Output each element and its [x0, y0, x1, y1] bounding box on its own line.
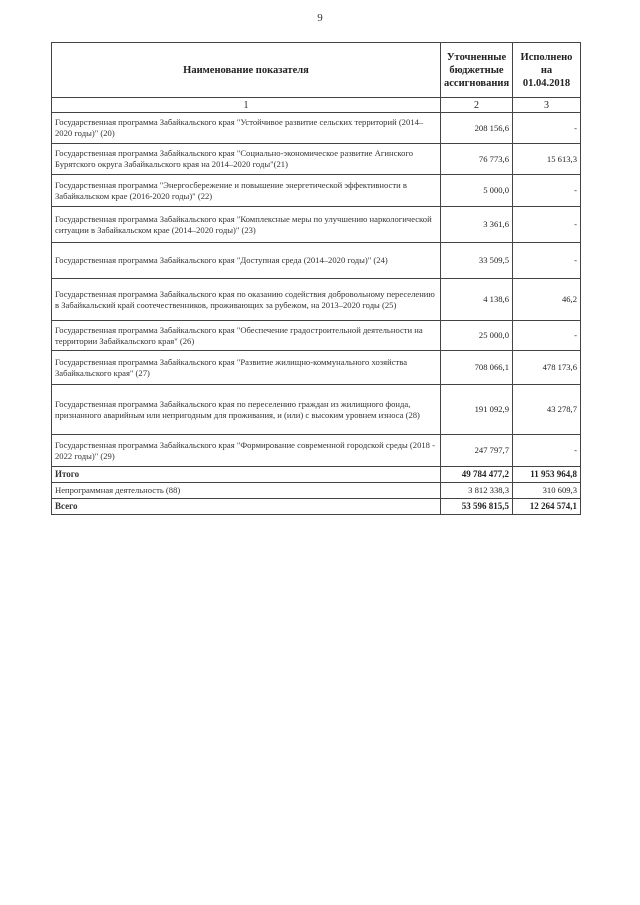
row-executed: -: [513, 435, 581, 467]
column-number: 1: [52, 98, 441, 113]
total-executed: 11 953 964,8: [513, 467, 581, 483]
table-row: [52, 144, 581, 175]
table-row: [52, 279, 581, 321]
row-name: Государственная программа Забайкальского края по оказанию содействия добровольному переселению в Забайкальский край соотечественников, проживающих за рубежом, на 2013–2020 годы (25): [52, 279, 441, 321]
budget-table: [51, 42, 581, 515]
header-planned: Уточненные бюджетные ассигнования: [441, 43, 513, 98]
table-row: [52, 351, 581, 385]
row-planned: 708 066,1: [441, 351, 513, 385]
table-row: [52, 321, 581, 351]
row-name: Государственная программа Забайкальского края "Доступная среда (2014–2020 годы)" (24): [52, 243, 441, 279]
row-executed: 46,2: [513, 279, 581, 321]
row-executed: -: [513, 321, 581, 351]
row-executed: 15 613,3: [513, 144, 581, 175]
row-executed: 43 278,7: [513, 385, 581, 435]
column-number: 3: [513, 98, 581, 113]
grand-total-planned: 53 596 815,5: [441, 499, 513, 515]
page-number: 9: [317, 12, 323, 24]
nonprogram-executed: 310 609,3: [513, 483, 581, 499]
row-name: Государственная программа Забайкальского края "Развитие жилищно-коммунального хозяйства Забайкальского края" (27): [52, 351, 441, 385]
table-row: [52, 207, 581, 243]
table-row: [52, 435, 581, 467]
row-name: Государственная программа Забайкальского края "Социально-экономическое развитие Агинского Бурятского округа Забайкальского края на 2014–2020 годы"(21): [52, 144, 441, 175]
total-row: [52, 467, 581, 483]
nonprogram-label: Непрограммная деятельность (88): [52, 483, 441, 499]
grand-total-executed: 12 264 574,1: [513, 499, 581, 515]
grand-total-label: Всего: [52, 499, 441, 515]
row-name: Государственная программа "Энергосбережение и повышение энергетической эффективности в Забайкальском крае (2016-2020 годы)" (22): [52, 175, 441, 207]
total-label: Итого: [52, 467, 441, 483]
column-number-row: [52, 98, 581, 113]
row-executed: 478 173,6: [513, 351, 581, 385]
row-executed: -: [513, 207, 581, 243]
row-executed: -: [513, 243, 581, 279]
row-planned: 3 361,6: [441, 207, 513, 243]
row-planned: 247 797,7: [441, 435, 513, 467]
row-planned: 5 000,0: [441, 175, 513, 207]
nonprogram-row: [52, 483, 581, 499]
total-planned: 49 784 477,2: [441, 467, 513, 483]
row-planned: 25 000,0: [441, 321, 513, 351]
row-name: Государственная программа Забайкальского края по переселению граждан из жилищного фонда, признанного аварийным или непригодным для проживания, и (или) с высоким уровнем износа (28): [52, 385, 441, 435]
header-executed: Исполнено на 01.04.2018: [513, 43, 581, 98]
row-executed: -: [513, 175, 581, 207]
row-planned: 4 138,6: [441, 279, 513, 321]
grand-total-row: [52, 499, 581, 515]
table-row: [52, 113, 581, 144]
table-row: [52, 385, 581, 435]
row-name: Государственная программа Забайкальского края "Устойчивое развитие сельских территорий (2014–2020 годы)" (20): [52, 113, 441, 144]
row-name: Государственная программа Забайкальского края "Обеспечение градостроительной деятельности на территории Забайкальского края" (26): [52, 321, 441, 351]
table-row: [52, 175, 581, 207]
row-planned: 33 509,5: [441, 243, 513, 279]
row-executed: -: [513, 113, 581, 144]
row-name: Государственная программа Забайкальского края "Формирование современной городской среды (2018 - 2022 годы)" (29): [52, 435, 441, 467]
row-planned: 191 092,9: [441, 385, 513, 435]
row-planned: 208 156,6: [441, 113, 513, 144]
header-row: [52, 43, 581, 98]
row-name: Государственная программа Забайкальского края "Комплексные меры по улучшению наркологической ситуации в Забайкальском крае (2014–2020 годы)" (23): [52, 207, 441, 243]
table-row: [52, 243, 581, 279]
column-number: 2: [441, 98, 513, 113]
row-planned: 76 773,6: [441, 144, 513, 175]
header-indicator-name: Наименование показателя: [52, 43, 441, 98]
nonprogram-planned: 3 812 338,3: [441, 483, 513, 499]
